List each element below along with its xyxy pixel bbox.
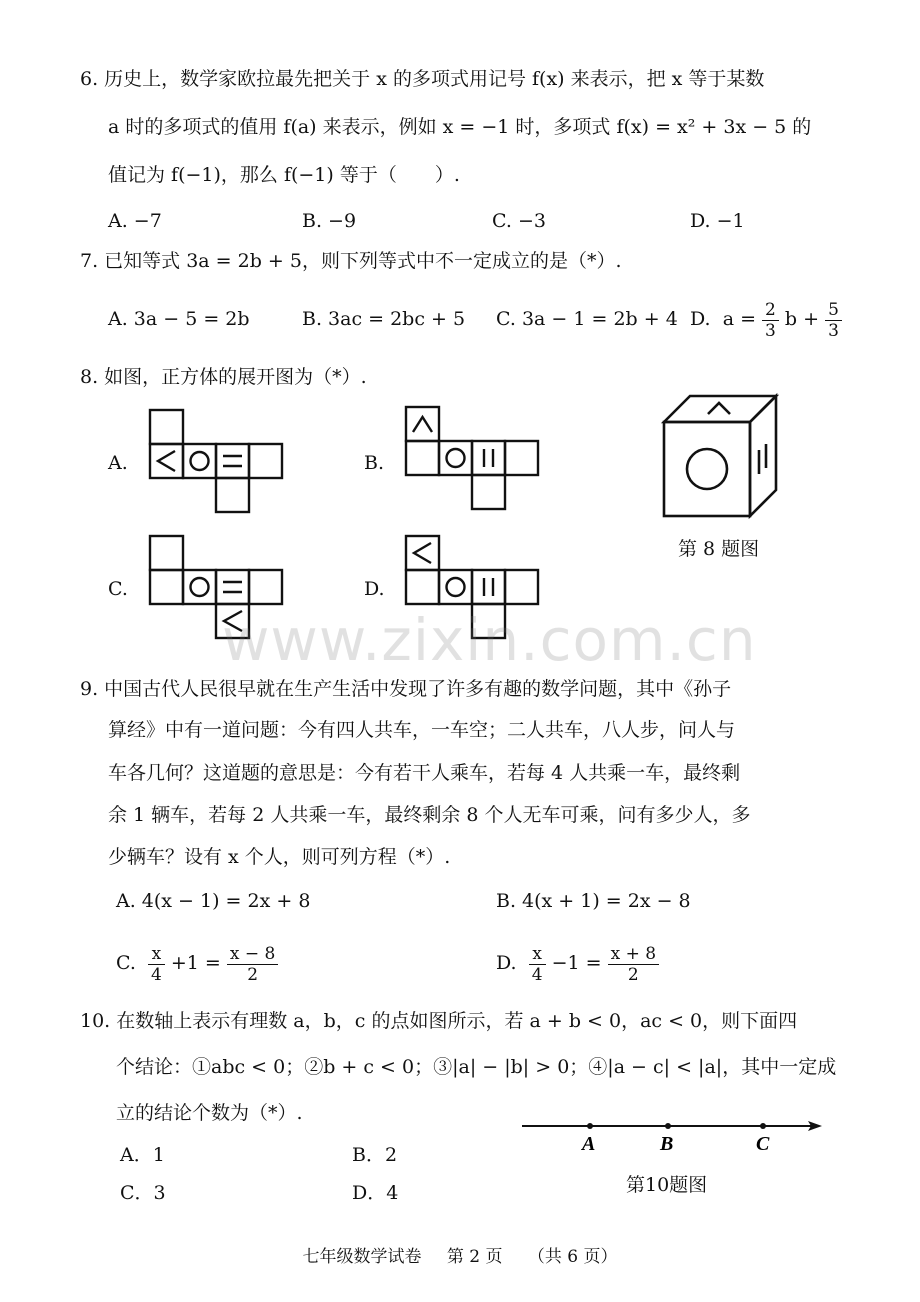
q9-option-c: [116, 936, 278, 990]
q7-frac2-den: 3: [828, 320, 839, 341]
q9c-frac1-num: x: [148, 944, 165, 965]
q7-stem: 7. 已知等式 3a = 2b + 5，则下列等式中不一定成立的是（*）.: [80, 250, 622, 272]
q6-option-a: A. −7: [108, 210, 162, 232]
q9-option-c-frac2: [227, 944, 278, 985]
point-b: [665, 1123, 671, 1129]
q9-line-1: 9. 中国古代人民很早就在生产生活中发现了许多有趣的数学问题，其中《孙子: [80, 678, 732, 700]
q8-option-b-label: B.: [364, 452, 385, 474]
q7-option-d-lhs: a =: [722, 308, 756, 330]
q8-option-d-label: D.: [364, 578, 385, 600]
q10-number-line: [520, 1114, 830, 1154]
q7-option-d: [690, 292, 842, 346]
q8-option-c-label: C.: [108, 578, 128, 600]
q10-option-b: B．2: [352, 1144, 398, 1166]
q10-figure-caption: 第10题图: [626, 1174, 708, 1196]
q9d-frac1-den: 4: [531, 964, 543, 985]
point-a: [587, 1123, 593, 1129]
q10-option-d: D．4: [352, 1182, 399, 1204]
q8-stem: 8. 如图，正方体的展开图为（*）.: [80, 366, 367, 388]
q7-option-b: B. 3ac = 2bc + 5: [302, 308, 466, 330]
q9-option-d-mid: −1 =: [551, 952, 602, 974]
q8-cube-figure: [660, 392, 780, 522]
q7-option-a: A. 3a − 5 = 2b: [108, 308, 250, 330]
q7-frac1-den: 3: [765, 320, 776, 341]
q9-line-3: 车各几何？这道题的意思是：今有若干人乘车，若每 4 人共乘一车，最终剩: [108, 762, 741, 784]
q6-line-1: 6. 历史上，数学家欧拉最先把关于 x 的多项式用记号 f(x) 来表示，把 x 等于某数: [80, 68, 765, 90]
watermark: www.zixin.com.cn: [222, 606, 757, 674]
q8-option-a-label: A.: [108, 452, 128, 474]
q10-line-2: 个结论：①abc < 0；②b + c < 0；③|a| − |b| > 0；④|a − c| < |a|，其中一定成: [116, 1056, 837, 1078]
q9d-frac2-den: 2: [627, 964, 639, 985]
q9-line-2: 算经》中有一道问题：今有四人共车，一车空；二人共车，八人步，问人与: [108, 719, 736, 741]
q7-option-d-label: D.: [690, 308, 711, 330]
q6-line-2: a 时的多项式的值用 f(a) 来表示，例如 x = −1 时，多项式 f(x) = x² + 3x − 5 的: [108, 116, 812, 138]
point-c-label: C: [756, 1133, 770, 1154]
q6-option-b: B. −9: [302, 210, 357, 232]
q9-line-5: 少辆车？设有 x 个人，则可列方程（*）.: [108, 846, 451, 868]
q9-option-c-mid: +1 =: [170, 952, 221, 974]
point-b-label: B: [660, 1133, 674, 1154]
footer-title: 七年级数学试卷: [302, 1247, 422, 1267]
q9-line-4: 余 1 辆车，若每 2 人共乘一车，最终剩余 8 个人无车可乘，问有多少人，多: [108, 804, 751, 826]
q7-option-d-frac2: [825, 300, 842, 341]
q8-net-b: [404, 405, 544, 515]
q6-line-3: 值记为 f(−1)，那么 f(−1) 等于（ ）.: [108, 164, 460, 186]
q9-option-d-frac2: [608, 944, 659, 985]
q9c-frac1-den: 4: [151, 964, 162, 985]
footer-total: （共 6 页）: [527, 1247, 618, 1267]
q8-net-a: [148, 408, 288, 518]
q10-option-c: C．3: [120, 1182, 166, 1204]
q10-option-a: A．1: [120, 1144, 165, 1166]
q9-option-d: [496, 936, 659, 990]
page-footer: [0, 1242, 920, 1267]
q6-option-c: C. −3: [492, 210, 546, 232]
q7-option-d-frac1: [762, 300, 779, 341]
q9-option-b: B. 4(x + 1) = 2x − 8: [496, 890, 691, 912]
point-a-label: A: [582, 1133, 596, 1154]
q9-option-c-frac1: [148, 944, 165, 985]
q9-option-a: A. 4(x − 1) = 2x + 8: [116, 890, 311, 912]
q9-option-d-label: D.: [496, 952, 517, 974]
footer-page: 第 2 页: [446, 1247, 503, 1267]
q9d-frac1-num: x: [529, 944, 546, 965]
q10-line-1: 10. 在数轴上表示有理数 a，b，c 的点如图所示，若 a + b < 0，ac < 0，则下面四: [80, 1010, 798, 1032]
q7-frac1-num: 2: [762, 300, 779, 321]
q10-line-3: 立的结论个数为（*）.: [116, 1102, 303, 1124]
point-c: [760, 1123, 766, 1129]
q6-option-d: D. −1: [690, 210, 745, 232]
q9-option-d-frac1: [529, 944, 546, 985]
q9c-frac2-num: x − 8: [227, 944, 278, 965]
q7-frac2-num: 5: [825, 300, 842, 321]
q9d-frac2-num: x + 8: [608, 944, 659, 965]
q9-option-c-label: C.: [116, 952, 136, 974]
q7-option-c: C. 3a − 1 = 2b + 4: [496, 308, 678, 330]
q9c-frac2-den: 2: [247, 964, 259, 985]
q8-figure-caption: 第 8 题图: [678, 538, 760, 560]
q7-option-d-mid: b +: [784, 308, 820, 330]
